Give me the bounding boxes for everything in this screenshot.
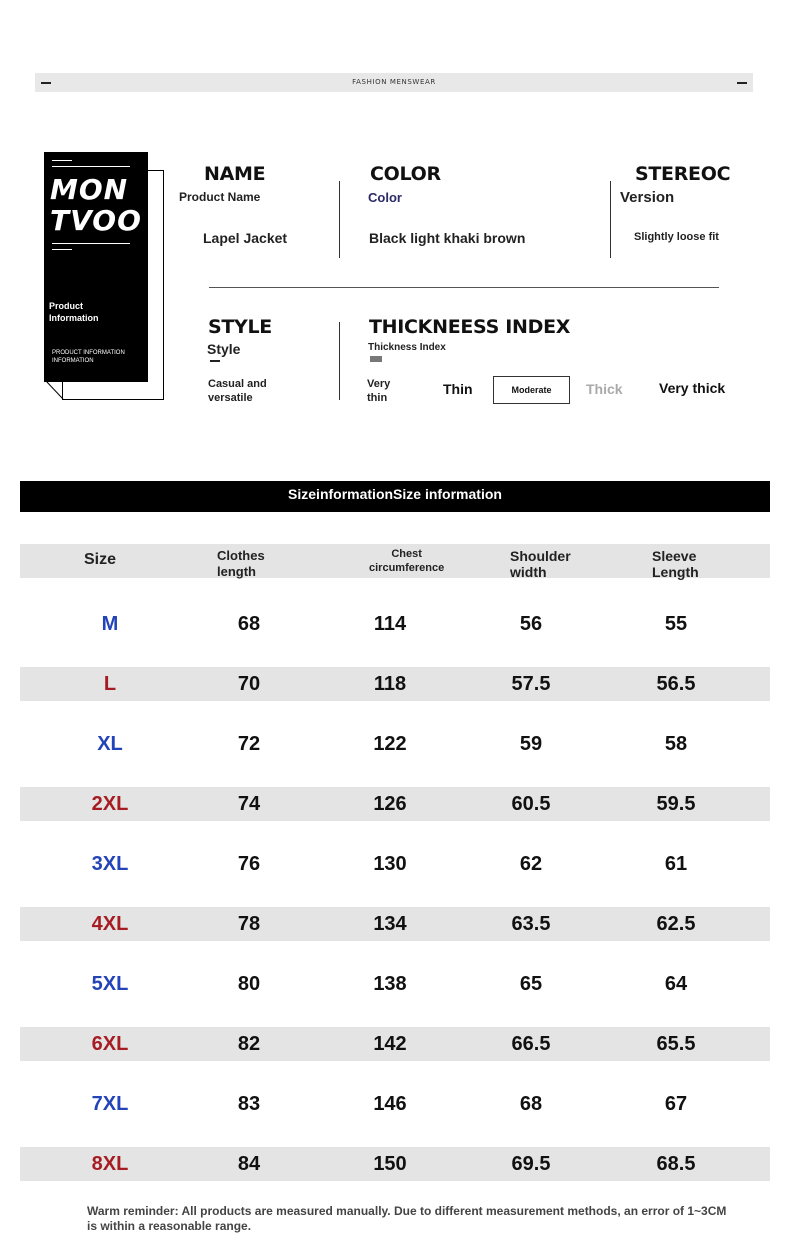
sleeve-cell: 67 [664, 1093, 688, 1115]
color-value: Black light khaki brown [369, 230, 526, 246]
size-cell: M [101, 613, 119, 635]
chest-cell: 118 [373, 673, 407, 695]
style-heading: STYLE [208, 316, 272, 338]
chest-cell: 146 [373, 1093, 407, 1115]
dash-icon [210, 360, 220, 362]
shoulder-cell: 56 [519, 613, 543, 635]
shoulder-cell: 69.5 [511, 1153, 551, 1175]
thickness-icon [370, 356, 382, 362]
header-size: Size [84, 551, 117, 568]
header-chest-line-1: Chest [391, 548, 422, 560]
size-cell: 5XL [91, 973, 129, 995]
dash-icon [737, 82, 747, 84]
shoulder-cell: 62 [519, 853, 543, 875]
chest-cell: 126 [373, 793, 407, 815]
thickness-option-very-thin [367, 377, 390, 405]
logo-line-1: MON [50, 173, 129, 206]
section-divider [209, 287, 719, 288]
sleeve-cell: 59.5 [656, 793, 696, 815]
chest-cell: 150 [373, 1153, 407, 1175]
option-very: Very [367, 378, 391, 390]
chest-cell: 138 [373, 973, 407, 995]
card-line [52, 160, 72, 161]
card-edge-line [44, 380, 66, 402]
sleeve-cell: 56.5 [656, 673, 696, 695]
shoulder-cell: 60.5 [511, 793, 551, 815]
table-row [20, 787, 770, 821]
size-cell: L [103, 673, 117, 695]
chest-cell: 134 [373, 913, 407, 935]
stereo-subheading: Version [620, 189, 675, 206]
length-cell: 70 [237, 673, 261, 695]
style-value-line-1: Casual and [208, 378, 267, 390]
shoulder-cell: 59 [519, 733, 543, 755]
thickness-subheading: Thickness Index [368, 342, 446, 353]
sleeve-cell: 68.5 [656, 1153, 696, 1175]
header-sleeve-line-2: Length [652, 564, 699, 580]
length-cell: 80 [237, 973, 261, 995]
size-cell: 6XL [91, 1033, 129, 1055]
chest-cell: 130 [373, 853, 407, 875]
style-subheading: Style [207, 341, 241, 357]
size-info-banner: SizeinformationSize information [20, 481, 770, 512]
sleeve-cell: 64 [664, 973, 688, 995]
thickness-option-very-thick: Very thick [659, 380, 726, 396]
thickness-option-thin: Thin [443, 381, 473, 397]
size-cell: 7XL [91, 1093, 129, 1115]
sleeve-cell: 62.5 [656, 913, 696, 935]
header-chest-line-2: circumference [369, 562, 445, 574]
brand-logo [50, 174, 142, 236]
top-bar [35, 73, 753, 92]
length-cell: 83 [237, 1093, 261, 1115]
shoulder-cell: 65 [519, 973, 543, 995]
length-cell: 82 [237, 1033, 261, 1055]
header-length-line-2: length [217, 564, 256, 579]
header-sleeve-line-1: Sleeve [652, 548, 697, 564]
thickness-option-moderate: Moderate [493, 376, 570, 404]
table-row [20, 607, 770, 641]
size-cell: 4XL [91, 913, 129, 935]
table-row [20, 907, 770, 941]
length-cell: 68 [237, 613, 261, 635]
card-info-line-2: Information [49, 313, 99, 323]
divider [339, 181, 340, 258]
card-line [52, 249, 72, 250]
option-thin-word: thin [367, 392, 388, 404]
stereo-value: Slightly loose fit [634, 231, 719, 243]
card-footer-line-2: INFORMATION [52, 358, 94, 364]
divider [339, 322, 340, 400]
header-shoulder-line-2: width [510, 564, 547, 580]
card-info-label [49, 300, 99, 324]
card-line [52, 243, 130, 244]
size-cell: XL [97, 733, 123, 755]
header-length-line-1: Clothes [217, 548, 265, 563]
sleeve-cell: 58 [664, 733, 688, 755]
sleeve-cell: 65.5 [656, 1033, 696, 1055]
table-row [20, 727, 770, 761]
table-row [20, 1087, 770, 1121]
brand-card [44, 152, 148, 382]
style-value-line-2: versatile [208, 392, 253, 404]
size-cell: 3XL [91, 853, 129, 875]
length-cell: 74 [237, 793, 261, 815]
length-cell: 72 [237, 733, 261, 755]
style-value [208, 377, 267, 405]
divider [610, 181, 611, 258]
chest-cell: 142 [373, 1033, 407, 1055]
shoulder-cell: 63.5 [511, 913, 551, 935]
header-sleeve [652, 548, 699, 580]
header-shoulder [510, 548, 571, 580]
header-clothes-length [217, 548, 265, 580]
length-cell: 84 [237, 1153, 261, 1175]
card-info-line-1: Product [49, 301, 84, 311]
name-heading: NAME [204, 163, 266, 185]
measurement-note: Warm reminder: All products are measured manually. Due to different measurement methods, an error of 1~3CM is within a reasonable range. [87, 1204, 727, 1233]
size-cell: 8XL [91, 1153, 129, 1175]
shoulder-cell: 68 [519, 1093, 543, 1115]
header-chest [369, 547, 444, 575]
header-shoulder-line-1: Shoulder [510, 548, 571, 564]
sleeve-cell: 55 [664, 613, 688, 635]
chest-cell: 114 [373, 613, 407, 635]
card-line [52, 166, 130, 167]
table-row [20, 667, 770, 701]
card-footer-label [52, 349, 125, 365]
color-heading: COLOR [370, 163, 441, 185]
table-row [20, 967, 770, 1001]
thickness-option-thick: Thick [586, 381, 623, 397]
card-footer-line-1: PRODUCT INFORMATION [52, 350, 125, 356]
chest-cell: 122 [373, 733, 407, 755]
table-row [20, 1027, 770, 1061]
size-table-header [20, 544, 770, 578]
length-cell: 78 [237, 913, 261, 935]
table-row [20, 1147, 770, 1181]
name-value: Lapel Jacket [203, 230, 288, 246]
table-row [20, 847, 770, 881]
color-subheading: Color [368, 190, 402, 205]
length-cell: 76 [237, 853, 261, 875]
logo-line-2: TVOO [50, 204, 142, 237]
sleeve-cell: 61 [664, 853, 688, 875]
size-cell: 2XL [91, 793, 129, 815]
stereo-heading: STEREOC [635, 163, 731, 185]
name-subheading: Product Name [179, 190, 261, 204]
shoulder-cell: 66.5 [511, 1033, 551, 1055]
top-bar-title: FASHION MENSWEAR [352, 78, 436, 86]
shoulder-cell: 57.5 [511, 673, 551, 695]
thickness-heading: THICKNEESS INDEX [369, 316, 571, 338]
